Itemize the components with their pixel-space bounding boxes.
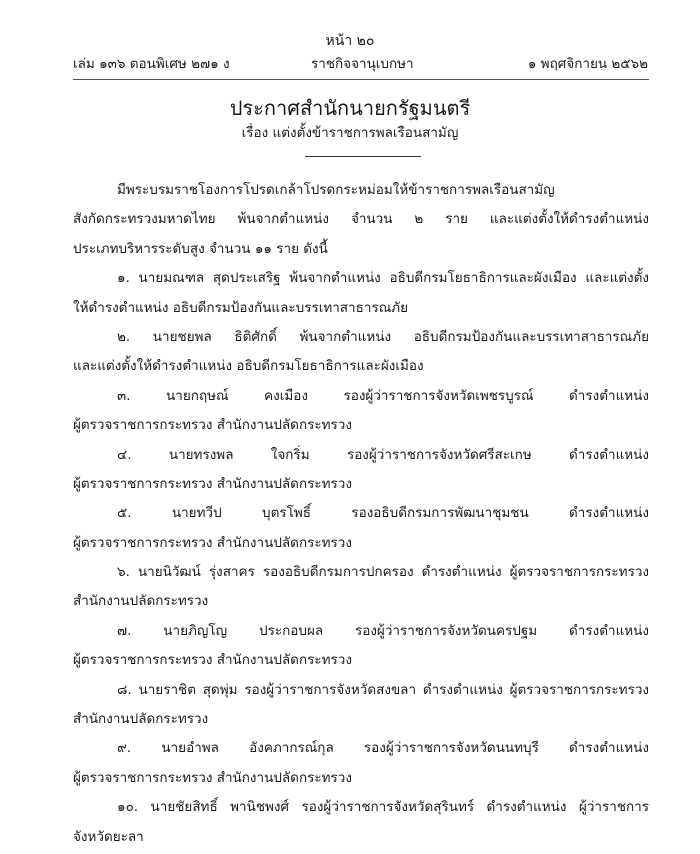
publication-name: ราชกิจจานุเบกษา (311, 56, 414, 72)
appointment-item (73, 264, 649, 323)
document-body (73, 176, 649, 852)
gazette-header (73, 52, 648, 72)
appointment-list (73, 264, 649, 852)
item-line-2: จังหวัดยะลา (73, 828, 144, 845)
item-line-1: ๔. นายทรงพล ใจกริ่ม รองผู้ว่าราชการจังหวัดศรีสะเกษ ดำรงตำแหน่ง (117, 446, 649, 463)
appointment-item (73, 499, 649, 558)
item-line-2: ผู้ตรวจราชการกระทรวง สำนักงานปลัดกระทรวง (73, 652, 352, 669)
title-divider (305, 156, 421, 157)
appointment-item (73, 676, 649, 735)
item-line-1: ๖. นายนิวัฒน์ รุ่งสาคร รองอธิบดีกรมการปกครอง ดำรงตำแหน่ง ผู้ตรวจราชการกระทรวง (117, 564, 649, 581)
item-line-1: ๑. นายมณฑล สุดประเสริฐ พ้นจากตำแหน่ง อธิบดีกรมโยธาธิการและผังเมือง และแต่งตั้ง (117, 270, 649, 287)
appointment-item (73, 793, 649, 852)
item-line-1: ๙. นายอำพล อังคภากรณ์กุล รองผู้ว่าราชการจังหวัดนนทบุรี ดำรงตำแหน่ง (117, 740, 649, 757)
publication-date: ๑ พฤศจิกายน ๒๕๖๒ (527, 56, 648, 72)
item-line-1: ๑๐. นายชัยสิทธิ์ พานิชพงศ์ รองผู้ว่าราชการจังหวัดสุรินทร์ ดำรงตำแหน่ง ผู้ว่าราชการ (117, 799, 649, 816)
appointment-item (73, 617, 649, 676)
intro-line: สังกัดกระทรวงมหาดไทย พ้นจากตำแหน่ง จำนวน ๒ ราย และแต่งตั้งให้ดำรงตำแหน่ง (73, 211, 649, 228)
item-line-2: สำนักงานปลัดกระทรวง (73, 711, 209, 728)
item-line-1: ๘. นายราชิต สุดพุ่ม รองผู้ว่าราชการจังหวัดสงขลา ดำรงตำแหน่ง ผู้ตรวจราชการกระทรวง (117, 681, 649, 698)
item-line-1: ๕. นายทวีป บุตรโพธิ์ รองอธิบดีกรมการพัฒนาชุมชน ดำรงตำแหน่ง (117, 505, 649, 522)
intro-line: มีพระบรมราชโองการโปรดเกล้าโปรดกระหม่อมให้ข้าราชการพลเรือนสามัญ (117, 182, 555, 198)
item-line-2: และแต่งตั้งให้ดำรงตำแหน่ง อธิบดีกรมโยธาธิการและผังเมือง (73, 358, 424, 375)
item-line-2: สำนักงานปลัดกระทรวง (73, 593, 209, 610)
volume-info: เล่ม ๑๓๖ ตอนพิเศษ ๒๗๑ ง (73, 56, 230, 72)
appointment-item (73, 734, 649, 793)
header-rule (73, 79, 649, 80)
item-line-2: ให้ดำรงตำแหน่ง อธิบดีกรมป้องกันและบรรเทาสาธารณภัย (73, 299, 409, 316)
intro-line: ประเภทบริหารระดับสูง จำนวน ๑๑ ราย ดังนี้ (73, 240, 328, 257)
item-line-2: ผู้ตรวจราชการกระทรวง สำนักงานปลัดกระทรวง (73, 534, 352, 551)
page-number: หน้า ๒๐ (325, 33, 375, 49)
item-line-2: ผู้ตรวจราชการกระทรวง สำนักงานปลัดกระทรวง (73, 417, 352, 434)
document-subject: เรื่อง แต่งตั้งข้าราชการพลเรือนสามัญ (241, 125, 459, 141)
document-title: ประกาศสำนักนายกรัฐมนตรี (229, 96, 471, 120)
item-line-2: ผู้ตรวจราชการกระทรวง สำนักงานปลัดกระทรวง (73, 475, 352, 492)
item-line-1: ๗. นายภิญโญ ประกอบผล รองผู้ว่าราชการจังหวัดนครปฐม ดำรงตำแหน่ง (117, 622, 649, 639)
appointment-item (73, 323, 649, 382)
item-line-1: ๒. นายชยพล ธิติศักดิ์ พ้นจากตำแหน่ง อธิบดีกรมป้องกันและบรรเทาสาธารณภัย (117, 328, 649, 345)
item-line-2: ผู้ตรวจราชการกระทรวง สำนักงานปลัดกระทรวง (73, 769, 352, 786)
appointment-item (73, 382, 649, 441)
appointment-item (73, 441, 649, 500)
appointment-item (73, 558, 649, 617)
item-line-1: ๓. นายกฤษณ์ คงเมือง รองผู้ว่าราชการจังหวัดเพชรบูรณ์ ดำรงตำแหน่ง (117, 387, 649, 404)
